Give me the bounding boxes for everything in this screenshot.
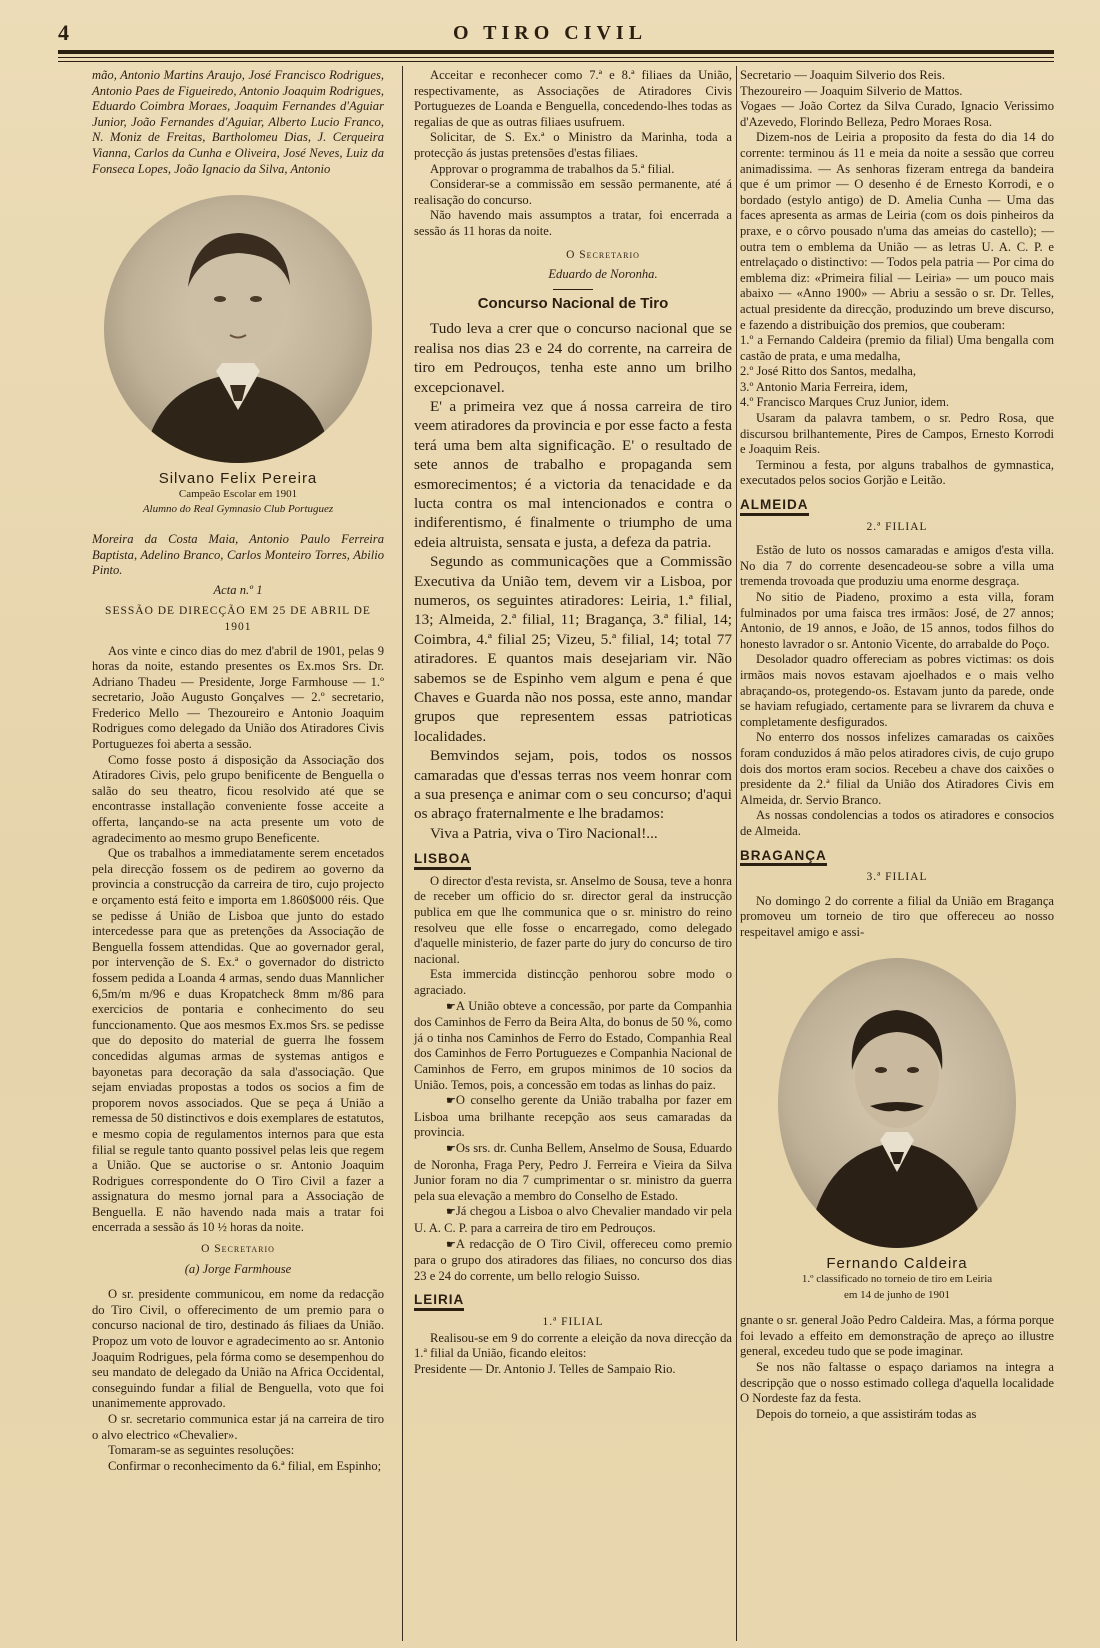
pointing-hand-icon: ☛ <box>446 1206 456 1219</box>
paragraph: O sr. secretario communica estar já na carreira de tiro o alvo electrico «Chevalier». <box>92 1412 384 1442</box>
paragraph: Tomaram-se as seguintes resoluções: <box>108 1443 295 1458</box>
portrait-caption-line: em 14 de junho de 1901 <box>843 1288 950 1301</box>
paragraph: Segundo as communicações que a Commissão Executiva da União tem, devem vir a Lisboa, por numeros, os seguintes atiradores: Leiria, 1.ª filial, 13; Almeida, 2.ª filial, 11; Bragança, 3.ª filial, 14; Coimbra, 4.ª filial 25; Vizeu, 5.ª filial, 14; total 77 atiradores. E quantos mais desejariam vir. Não sabemos se de Espinho vem algum e pena é que Chaves e Guarda não nos possa, este anno, mandar grupos que representem essas patrioticas localidades. <box>414 553 732 745</box>
column-3 <box>740 68 1054 1422</box>
paragraph <box>414 1204 732 1236</box>
section-heading-almeida: ALMEIDA <box>740 497 809 516</box>
section-heading-leiria: LEIRIA <box>414 1292 464 1311</box>
paragraph-text: O conselho gerente da União trabalha por fazer em Lisboa uma brilhante recepção aos seus camaradas da provincia. <box>414 1093 732 1140</box>
paragraph: Estão de luto os nossos camaradas e amigos d'esta villa. No dia 7 do corrente desencadeou-se sobre a villa uma tremenda trovoada que produziu uma enorme desgraça. <box>740 543 1054 589</box>
portrait-caption-name: Fernando Caldeira <box>826 1255 968 1273</box>
paragraph <box>414 1237 732 1285</box>
portrait-fernando <box>778 958 1016 1248</box>
pointing-hand-icon: ☛ <box>446 1142 456 1155</box>
header-rule <box>58 50 1054 54</box>
secretary-label: O Secretario <box>201 1243 275 1256</box>
masthead: O TIRO CIVIL <box>452 22 648 44</box>
paragraph: Thezoureiro — Joaquim Silverio de Mattos. <box>740 83 963 98</box>
paragraph: No sitio de Piadeno, proximo a esta villa, foram fulminados por uma faisca tres irmãos: José, de 27 annos; Antonio, de 19 annos, e João, de 15 annos, todos filhos do honesto lavrador o sr. Antonio Vicente, do arrabalde do Poço. <box>740 590 1054 651</box>
paragraph: Não havendo mais assumptos a tratar, foi encerrada a sessão ás 11 horas da noite. <box>414 208 732 238</box>
paragraph: Que os trabalhos a immediatamente serem encetados pela direcção fossem os de pedirem ao governo da provincia a construcção da carreira de tiro, cujo projecto e orçamento está feito e importa em 1.860$000 réis. Que se pedisse á União de Lisboa que junto do estado intercedesse para que as pretenções da Associação de Benguella fossem attendidas. Que ao governador geral, por intervenção de S. Ex.ª o governador do districto fossem pedida a Loanda 4 armas, sendo duas Mannlicher 6,5m/m m/96 e duas Kropatcheck 8mm m/86 para exercicios de pontaria e conhecimento do seu funccionamento. Que aos mesmos Ex.mos Srs. se pedisse que do deposito do material de guerra lhe fossem concedidas algumas armas de systemas antigos e bayonetas para decoração da sala d'associação. Que sejam enviadas propostas a todos os socios a fim de proporem novos associados. Que se peça á União a remessa de 50 distinctivos e dois exemplares de estatutos, e mesmo copia de regulamentos internos para que esta filial se regule tanto quanto possivel pelas leis que regem a União. Que se auctorise o sr. Antonio Joaquim Rodrigues correspondente do O Tiro Civil a fazer a assignatura do mesmo jornal para a Associação de Benguella. E não havendo nada mais a tratar foi encerrada a sessão ás 10 ½ horas da noite. <box>92 846 384 1235</box>
paragraph: Confirmar o reconhecimento da 6.ª filial, em Espinho; <box>108 1458 382 1473</box>
portrait-caption-line: Alumno do Real Gymnasio Club Portuguez <box>142 503 334 516</box>
portrait-caption-line: 1.º classificado no torneio de tiro em Leiria <box>801 1273 993 1286</box>
paragraph: Esta immercida distincção penhorou sobre modo o agraciado. <box>414 967 732 998</box>
prize-line: 1.º a Fernando Caldeira (premio da filial) Uma bengalla com castão de prata, e uma medalha, <box>740 333 1054 363</box>
portrait-image <box>104 195 372 463</box>
header-rule-thin <box>58 61 1054 62</box>
secretary-label: O Secretario <box>566 248 640 261</box>
divider <box>553 289 593 290</box>
paragraph: Viva a Patria, viva o Tiro Nacional!... <box>430 824 658 842</box>
paragraph: Como fosse posto á disposição da Associação dos Atiradores Civis, pelo grupo benificente de Benguella o salão do seu theatro, ficou resolvido até que se encontrasse installação conveniente fosse acceite a offerta, lançando-se na acta presente um voto de agradecimento ao mesmo grupo Beneficente. <box>92 752 384 845</box>
section-heading-lisboa: LISBOA <box>414 851 471 870</box>
paragraph: Aos vinte e cinco dias do mez d'abril de 1901, pelas 9 horas da noite, estando presentes os Ex.mos Srs. Dr. Adriano Thadeu — Presidente, Jorge Farmhouse — 1.º secretario, João Augusto Gonçalves — 2.º secretario, Frederico Mello — Thezoureiro e Antonio Joaquim Rodrigues como delegado da União dos Atiradores Civis Portuguezes foi aberta a sessão. <box>92 643 384 752</box>
paragraph <box>414 999 732 1094</box>
page-number: 4 <box>58 20 69 45</box>
paragraph: No enterro dos nossos infelizes camaradas os caixões foram conduzidos á mão pelos atiradores civis, de cujo grupo dois dos mortos eram socios. Recebeu a chave dos caixões o presidente da 2.ª filial da União dos Atiradores Civis em Almeida, dr. Servio Branco. <box>740 730 1054 807</box>
paragraph: Approvar o programma de trabalhos da 5.ª filial. <box>430 161 675 176</box>
column-2 <box>414 68 732 1377</box>
paragraph: Presidente — Dr. Antonio J. Telles de Sampaio Rio. <box>414 1361 676 1376</box>
paragraph: Usaram da palavra tambem, o sr. Pedro Rosa, que discursou brilhantemente, Pires de Campos, Ernesto Korrodi e Joaquim Reis. <box>740 411 1054 457</box>
paragraph: gnante o sr. general João Pedro Caldeira. Mas, a fórma porque foi levado a effeito em demonstração de apreço ao illustre general, excedeu tudo que se pode imaginar. <box>740 1313 1054 1359</box>
paragraph: Considerar-se a commissão em sessão permanente, até á realisação do concurso. <box>414 177 732 207</box>
portrait-caption-name: Silvano Felix Pereira <box>158 470 318 488</box>
paragraph: O director d'esta revista, sr. Anselmo de Sousa, teve a honra de receber um officio do sr. director geral da instrucção publica em que lhe communica que o sr. ministro do reino resolveu que elle fosse o encarregado, como delegado d'aquelle ministerio, de fazer parte do jury do concurso de tiro nacional. <box>414 873 732 966</box>
pointing-hand-icon: ☛ <box>446 1238 456 1251</box>
column-divider <box>736 66 737 1641</box>
names-list-top: mão, Antonio Martins Araujo, José Francisco Rodrigues, Antonio Paes de Figueiredo, Antonio Joaquim Rodrigues, Eduardo Coimbra Moraes, Joaquim Fernandes d'Aguiar Junior, João Fernandes d'Aguiar, Alberto Lucio Franco, N. Moniz de Freitas, Bartholomeu Dias, J. Cerqueira Vianna, Carlos da Cunha e Oliveira, José Neves, Luiz da Fonseca Lopes, João Ignacio da Silva, Antonio <box>92 68 384 176</box>
acta-heading: Acta n.º 1 <box>213 582 263 597</box>
paragraph-text: Os srs. dr. Cunha Bellem, Anselmo de Sousa, Eduardo de Noronha, Fraga Pery, Pedro J. Ferreira e Vieira da Silva Junior foram no dia 7 cumprimentar o sr. ministro da guerra pela sua elevação a membro do Conselho de Estado. <box>414 1140 732 1203</box>
paragraph-text: Já chegou a Lisboa o alvo Chevalier mandado vir pela U. A. C. P. para a carreira de tiro em Pedrouços. <box>414 1204 732 1235</box>
prize-line: 3.º Antonio Maria Ferreira, idem, <box>740 379 908 394</box>
paragraph: O sr. presidente communicou, em nome da redacção do Tiro Civil, o offerecimento de um premio para o concurso nacional de tiro, destinado ás filiaes da União. Propoz um voto de louvor e agradecimento ao sr. Antonio Joaquim Rodrigues, pela fórma como se desempenhou do seu mandato de delegado da União na Africa Occidental, conseguindo fundar a filial de Benguella, voto que foi unanimemente approvado. <box>92 1287 384 1411</box>
paragraph: Dizem-nos de Leiria a proposito da festa do dia 14 do corrente: terminou ás 11 e meia da noite a sessão que correu animadissima. — As senhoras fizeram entrega da bandeira que é um primor — O desenho é de Ernesto Korrodi, e o bordado (estylo antigo) de D. Amelia Cunha — Uma das faces apresenta as armas de Leiria (com os dois pinheiros da praxe, e o côrvo pousado n'uma das ameias do castello); — outra tem o emblema da União — as letras U. A. C. P. e entrelaçado o distinctivo: — Todos pela patria — Por cima do emblema diz: «Primeira filial — Leiria» — um pouco mais abaixo — «Anno 1900» — Abriu a sessão o sr. Dr. Telles, actual presidente da direcção, produzindo um breve discurso, e fazendo a distribuição dos premios, que couberam: <box>740 130 1054 332</box>
paragraph: Realisou-se em 9 do corrente a eleição da nova direcção da 1.ª filial da União, ficando eleitos: <box>414 1330 732 1361</box>
paragraph-text: A União obteve a concessão, por parte da Companhia dos Caminhos de Ferro da Beira Alta, do bonus de 50 %, como já o tinha nos Caminhos de Ferro do Estado, Companhia Real dos Caminhos de Ferro Portuguezes e Companhia Nacional de Caminhos de Ferro, em grupos minimos de 10 socios da União. Temos, pois, a concessão em todas as linhas do paiz. <box>414 998 732 1092</box>
paragraph <box>414 1141 732 1204</box>
paragraph: Vogaes — João Cortez da Silva Curado, Ignacio Verissimo d'Azevedo, Florindo Belleza, Pedro Moraes Rosa. <box>740 99 1054 129</box>
portrait-caption-line: Campeão Escolar em 1901 <box>178 487 298 500</box>
prize-line: 4.º Francisco Marques Cruz Junior, idem. <box>740 395 950 410</box>
paragraph-text: A redacção de O Tiro Civil, offereceu como premio para o grupo dos atiradores das filiaes, no concurso dos dias 23 e 24 do corrente, um bello relogio Suisso. <box>414 1236 732 1283</box>
signature: (a) Jorge Farmhouse <box>184 1261 292 1276</box>
paragraph: No domingo 2 do corrente a filial da União em Bragança promoveu um torneio de tiro que offereceu ao nosso respeitavel amigo e assi- <box>740 893 1054 939</box>
paragraph: Se nos não faltasse o espaço dariamos na integra a descripção que o nosso estimado collega d'aquella localidade O Nordeste faz da festa. <box>740 1360 1054 1406</box>
paragraph: Acceitar e reconhecer como 7.ª e 8.ª filiaes da União, respectivamente, as Associações de Atiradores Civis Portuguezes de Loanda e Benguella, concedendo-lhes todas as regalias de que as outras filiaes usufruem. <box>414 68 732 129</box>
paragraph: Tudo leva a crer que o concurso nacional que se realisa nos dias 23 e 24 do corrente, na carreira de tiro em Pedrouços, tenha este anno um brilho excepcionavel. <box>414 320 732 396</box>
article-title: Concurso Nacional de Tiro <box>477 294 669 312</box>
portrait-image <box>778 958 1016 1248</box>
session-heading: SESSÃO DE DIRECÇÃO EM 25 DE ABRIL DE 1901 <box>105 605 371 633</box>
paragraph: E' a primeira vez que á nossa carreira de tiro veem atiradores da provincia e por esse facto a festa terá uma bem alta significação. E' o resultado de sete annos de trabalho e propaganda sem esmorecimentos; é a victoria da tenacidade e da lucta contra os mal intencionados e contra o indiferentismo, é finalmente o triumpho de uma edeia altruista, sensata e justa, a defeza da patria. <box>414 397 732 551</box>
column-divider <box>402 66 403 1641</box>
paragraph: Secretario — Joaquim Silverio dos Reis. <box>740 68 945 82</box>
paragraph: As nossas condolencias a todos os atiradores e consocios de Almeida. <box>740 808 1054 838</box>
section-subheading: 2.ª FILIAL <box>866 520 928 533</box>
paragraph <box>414 1093 732 1141</box>
section-subheading: 3.ª FILIAL <box>866 871 928 884</box>
paragraph: Terminou a festa, por alguns trabalhos de gymnastica, executados pelos socios Gorjão e Leitão. <box>740 457 1054 488</box>
signature: Eduardo de Noronha. <box>548 267 658 282</box>
paragraph: Depois do torneio, a que assistirám todas as <box>756 1406 977 1421</box>
paragraph: Solicitar, de S. Ex.ª o Ministro da Marinha, toda a protecção ás justas pretensões d'estas filiaes. <box>414 130 732 160</box>
prize-line: 2.º José Ritto dos Santos, medalha, <box>740 364 917 379</box>
section-subheading: 1.ª FILIAL <box>542 1315 604 1328</box>
header-rule-thin <box>58 57 1054 58</box>
portrait-silvano <box>104 195 372 463</box>
pointing-hand-icon: ☛ <box>446 1095 456 1108</box>
column-1 <box>92 68 384 1474</box>
paragraph: Bemvindos sejam, pois, todos os nossos camaradas que d'essas terras nos veem honrar com a sua presença e animar com o seu concurso; d'aqui os abraço fraternalmente e lhe bradamos: <box>414 747 732 823</box>
paragraph: Desolador quadro offereciam as pobres victimas: os dois irmãos mais novos estavam ajoelhados e o mais velho abraçando-os, protegendo-os. Estavam junto da parede, onde se haviam refugiado, certamente para se livrarem da chuva e completamente desfigurados. <box>740 652 1054 729</box>
pointing-hand-icon: ☛ <box>446 1000 456 1013</box>
names-list-bottom: Moreira da Costa Maia, Antonio Paulo Ferreira Baptista, Adelino Branco, Carlos Monteiro Torres, Abilio Pinto. <box>92 531 384 578</box>
section-heading-braganca: BRAGANÇA <box>740 848 827 867</box>
